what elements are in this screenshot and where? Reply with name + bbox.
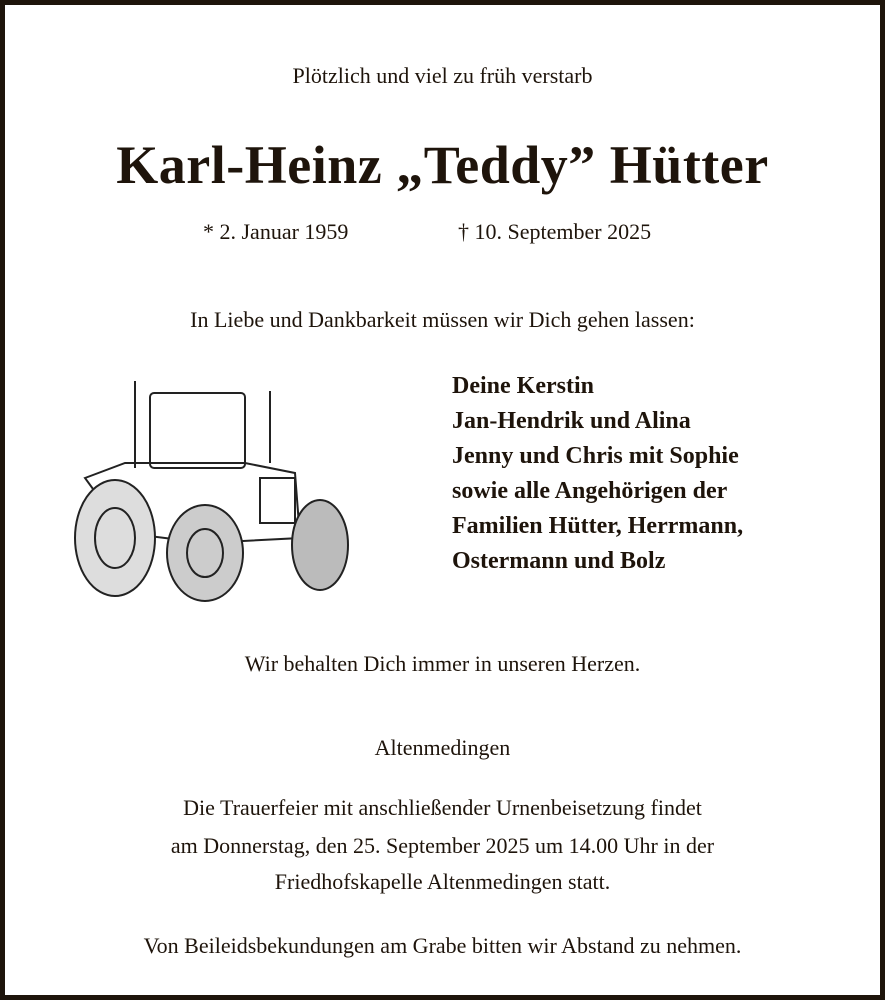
mourner-line: Deine Kerstin xyxy=(452,373,594,399)
death-date: † 10. September 2025 xyxy=(458,219,652,244)
ceremony-line: am Donnerstag, den 25. September 2025 um 14.00 Uhr in der xyxy=(170,833,715,858)
intro-text: Plötzlich und viel zu früh verstarb xyxy=(292,63,593,88)
farewell-text: In Liebe und Dankbarkeit müssen wir Dich gehen lassen: xyxy=(190,307,695,332)
deceased-name: Karl-Heinz „Teddy” Hütter xyxy=(116,135,769,195)
mourner-line: Ostermann und Bolz xyxy=(452,548,666,574)
hearts-text: Wir behalten Dich immer in unseren Herzen. xyxy=(244,651,641,676)
ceremony-line: Die Trauerfeier mit anschließender Urnenbeisetzung findet xyxy=(183,795,702,820)
mourner-line: sowie alle Angehörigen der xyxy=(452,478,728,504)
birth-date: * 2. Januar 1959 xyxy=(203,219,349,244)
condolences-text: Von Beileidsbekundungen am Grabe bitten wir Abstand zu nehmen. xyxy=(143,933,742,958)
mourners-list xyxy=(452,369,743,579)
mourner-line: Familien Hütter, Herrmann, xyxy=(452,513,744,539)
place-text: Altenmedingen xyxy=(374,735,511,760)
tractor-sketch-image xyxy=(65,373,360,603)
mourner-line: Jan-Hendrik und Alina xyxy=(452,408,691,434)
ceremony-line: Friedhofskapelle Altenmedingen statt. xyxy=(274,869,611,894)
mourner-line: Jenny und Chris mit Sophie xyxy=(452,443,739,469)
